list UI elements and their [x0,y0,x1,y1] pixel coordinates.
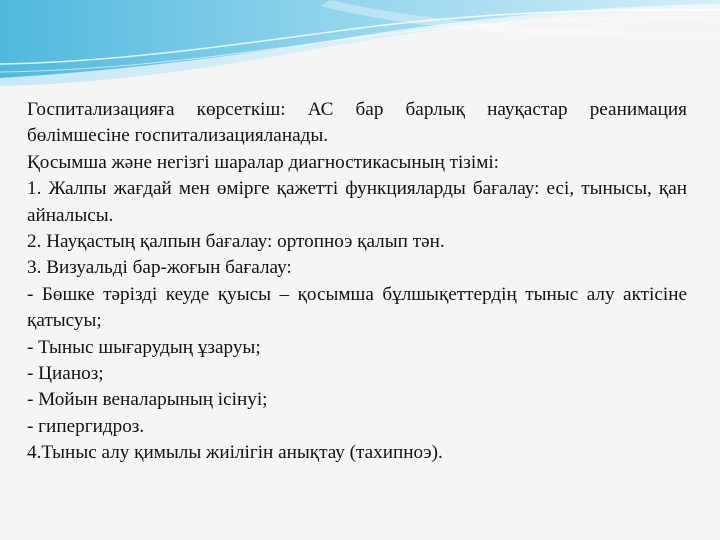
list-item: 3. Визуальді бар-жоғын бағалау: [27,257,292,279]
list-item: 1. Жалпы жағдай мен өмірге қажетті функцияларды бағалау: есі, тынысы, қан айналысы. [27,178,687,226]
list-item: 4.Тыныс алу қимылы жиілігін анықтау (тахипноэ). [27,442,443,464]
list-subitem: - Тыныс шығарудың ұзаруы; [27,336,261,358]
list-subitem: - Мойын веналарының ісінуі; [27,389,268,411]
slide-body-text [27,97,687,467]
list-subitem: - гипергидроз. [27,415,145,437]
list-subitem: - Цианоз; [27,363,104,385]
header-wave-decoration [0,0,720,90]
list-item: 2. Науқастың қалпын бағалау: ортопноэ қалып тән. [27,231,445,253]
diagnostics-list-heading: Қосымша және негізгі шаралар диагностикасының тізімі: [27,151,500,173]
list-subitem: - Бөшке тәрізді кеуде қуысы – қосымша бұлшықеттердің тыныс алу актісіне қатысуы; [27,283,687,332]
hospitalization-indication: Госпитализацияға көрсеткіш: АС бар барлық науқастар реанимация бөлімшесіне госпитализацияланады. [27,99,687,147]
